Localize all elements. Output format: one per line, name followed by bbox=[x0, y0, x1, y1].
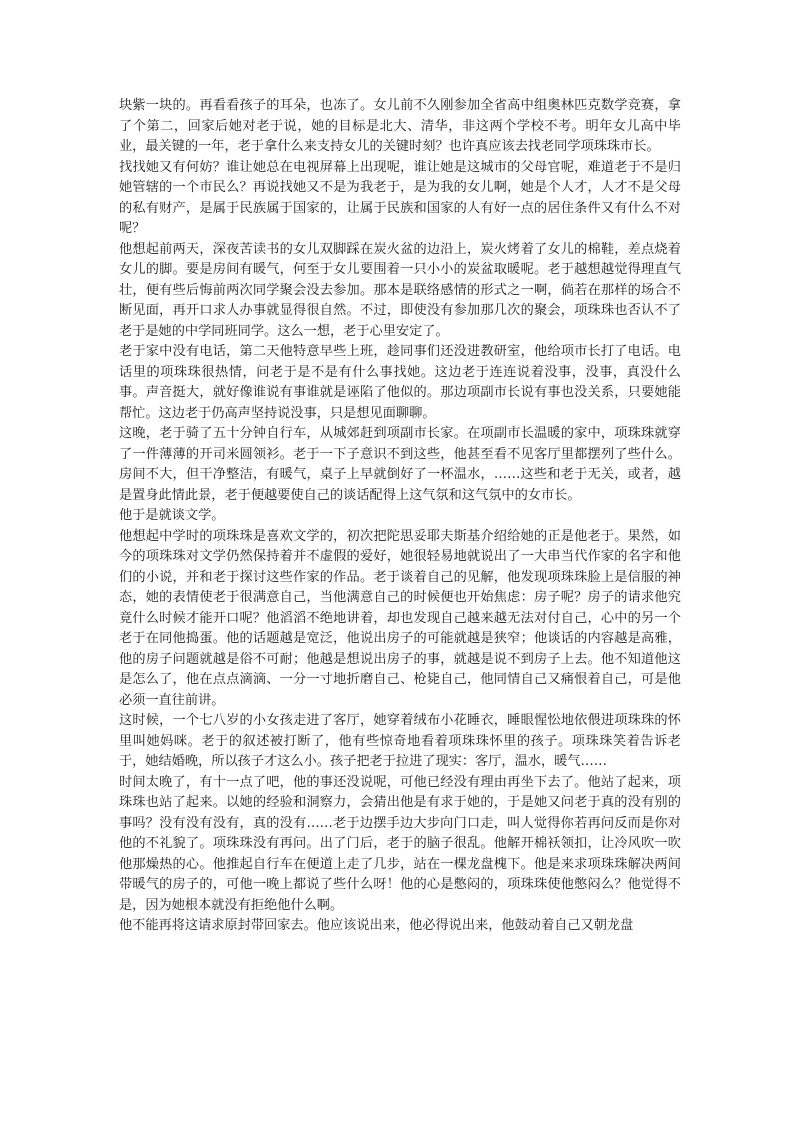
paragraph: 这晚，老于骑了五十分钟自行车，从城郊赶到项副市长家。在项副市长温暖的家中，项珠珠就穿了一件薄薄的开司米圆领衫。老于一下子意识不到这些，他甚至看不见客厅里都摆列了些什么。房间不大，但干净整洁，有暖气，桌子上早就倒好了一杯温水，……这些和老于无关，或者，越是置身此情此景，老于便越要使自己的谈话配得上这气氛和这气氛中的女市长。 bbox=[119, 426, 681, 503]
paragraph: 他于是就谈文学。 bbox=[119, 508, 225, 523]
paragraph: 他不能再将这请求原封带回家去。他应该说出来，他必得说出来，他鼓动着自己又朝龙盘 bbox=[119, 918, 634, 933]
paragraph: 找找她又有何妨？谁让她总在电视屏幕上出现呢，谁让她是这城市的父母官呢，难道老于不是归她管辖的一个市民么？再说找她又不是为我老于，是为我的女儿啊，她是个人才，人才不是父母的私有财产，是属于民族属于国家的，让属于民族和国家的人有好一点的居住条件又有什么不对呢？ bbox=[119, 159, 681, 236]
paragraph: 他想起前两天，深夜苦读书的女儿双脚踩在炭火盆的边沿上，炭火烤着了女儿的棉鞋，差点烧着女儿的脚。要是房间有暖气，何至于女儿要围着一只小小的炭盆取暖呢。老于越想越觉得理直气壮，便有些后悔前两次同学聚会没去参加。那本是联络感情的形式之一啊，倘若在那样的场合不断见面，再开口求人办事就显得很自然。不过，即使没有参加那几次的聚会，项珠珠也否认不了老于是她的中学同班同学。这么一想，老于心里安定了。 bbox=[119, 241, 681, 339]
paragraph: 老于家中没有电话，第二天他特意早些上班，趁同事们还没进教研室，他给项市长打了电话。电话里的项珠珠很热情，问老于是不是有什么事找她。这边老于连连说着没事，没事，真没什么事。声音挺大，就好像谁说有事谁就是诬陷了他似的。那边项副市长说有事也没关系，只要她能帮忙。这边老于仍高声坚持说没事，只是想见面聊聊。 bbox=[119, 344, 681, 421]
paragraph: 块紫一块的。再看看孩子的耳朵，也冻了。女儿前不久刚参加全省高中组奥林匹克数学竞赛，拿了个第二，回家后她对老于说，她的目标是北大、清华，非这两个学校不考。明年女儿高中毕业，最关键的一年，老于拿什么来支持女儿的关键时刻？也许真应该去找老同学项珠珠市长。 bbox=[119, 98, 681, 154]
paragraph: 他想起中学时的项珠珠是喜欢文学的，初次把陀思妥耶夫斯基介绍给她的正是他老于。果然，如今的项珠珠对文学仍然保持着并不虚假的爱好，她很轻易地就说出了一大串当代作家的名字和他们的小说，并和老于探讨这些作家的作品。老于谈着自己的见解，他发现项珠珠脸上是信服的神态，她的表情使老于很满意自己，当他满意自己的时候便也开始焦虑：房子呢？房子的请求他究竟什么时候才能开口呢？他滔滔不绝地讲着，却也发现自己越来越无法对付自己，心中的另一个老于在同他捣蛋。他的话题越是宽泛，他说出房子的可能就越是狭窄；他谈话的内容越是高雅，他的房子问题就越是俗不可耐；他越是想说出房子的事，就越是说不到房子上去。他不知道他这是怎么了，他在点点滴滴、一分一寸地折磨自己、枪毙自己，他同情自己又痛恨着自己，可是他必须一直往前讲。 bbox=[119, 528, 681, 708]
document-page bbox=[119, 96, 681, 937]
paragraph: 时间太晚了，有十一点了吧，他的事还没说呢，可他已经没有理由再坐下去了。他站了起来，项珠珠也站了起来。以她的经验和洞察力，会猜出他是有求于她的，于是她又问老于真的没有别的事吗？没有没有没有，真的没有……老于边摆手边大步向门口走，叫人觉得你若再问反而是你对他的不礼貌了。项珠珠没有再问。出了门后，老于的脑子很乱。他解开棉袄领扣，让冷风吹一吹他那燥热的心。他推起自行车在便道上走了几步，站在一棵龙盘槐下。他是来求项珠珠解决两间带暖气的房子的，可他一晚上都说了些什么呀！他的心是憋闷的，项珠珠使他憋闷么？他觉得不是，因为她根本就没有拒绝他什么啊。 bbox=[119, 774, 681, 913]
paragraph: 这时候，一个七八岁的小女孩走进了客厅，她穿着绒布小花睡衣，睡眼惺忪地依偎进项珠珠的怀里叫她妈咪。老于的叙述被打断了，他有些惊奇地看着项珠珠怀里的孩子。项珠珠笑着告诉老于，她结婚晚，所以孩子才这么小。孩子把老于拉进了现实：客厅，温水，暖气…… bbox=[119, 713, 681, 769]
